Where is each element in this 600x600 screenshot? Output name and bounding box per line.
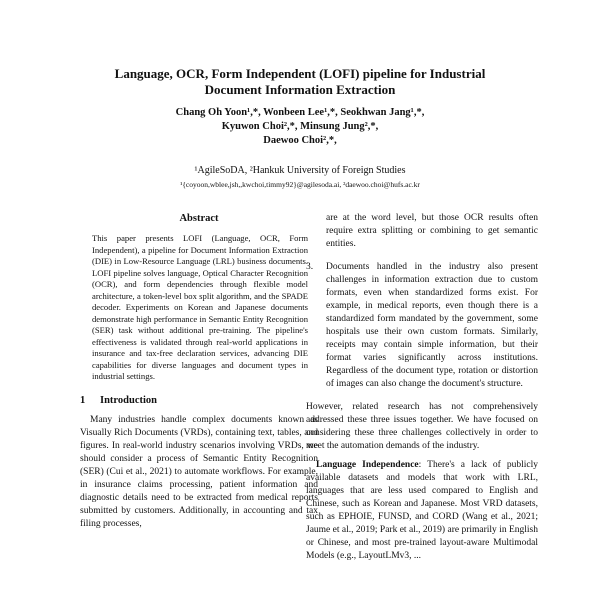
intro-section-title: Introduction: [100, 394, 157, 406]
authors-line-1: Chang Oh Yoon¹,*, Wonbeen Lee¹,*, Seokhwan Jang¹,*,: [175, 107, 425, 118]
right-column: [306, 212, 538, 563]
language-independence-paragraph: [306, 459, 538, 563]
list-item-2-continuation: are at the word level, but those OCR results often require extra splitting or combining to get semantic entities.: [326, 213, 538, 249]
author-emails: ¹{coyoon,wblee,jsh,,kwchoi,timmy92}@agilesoda.ai, ²daewoo.choi@hufs.ac.kr: [180, 180, 420, 189]
list-item-3-text: Documents handled in the industry also present challenges in information extraction due to custom formats, even when standardized forms exist. For example, in medical reports, even though there is a standardized form mandated by the government, some hospitals use their own custom formats. Similarly, receipts may contain simple information, but their format varies significantly across institutions. Regardless of the document type, rotation or distortion of images can also change the document's structure.: [326, 262, 538, 389]
abstract-heading: Abstract: [179, 213, 219, 224]
list-item-3: [306, 261, 538, 391]
intro-paragraph-1: Many industries handle complex documents known as Visually Rich Documents (VRDs), containing text, tables, and figures. In real-world industry scenarios involving VRDs, we should consider a process of Semantic Entity Recognition (SER) (Cui et al., 2021) to automate workflows. For example, in insurance claims processing, patient information and diagnostic details need to be extracted from medical reports submitted by customers. Additionally, in accounting and tax filing processes,: [80, 414, 318, 529]
language-independence-lead: Language Independence: [316, 460, 419, 470]
title-line-2: Document Information Extraction: [204, 82, 396, 97]
authors-line-3: Daewoo Choi²,*,: [263, 135, 337, 146]
paper-title: [40, 66, 560, 98]
abstract-body: This paper presents LOFI (Language, OCR, Form Independent), a pipeline for Document Information Extraction (DIE) in Low-Resource Language (LRL) business documents. LOFI pipeline solves language, Optical Character Recognition (OCR), and form dependencies through flexible model architecture, a token-level box split algorithm, and the SPADE decoder. Experiments on Korean and Japanese documents demonstrate high performance in Semantic Entity Recognition (SER) task without additional pre-training. The pipeline's effectiveness is validated through real-world applications in insurance and tax-free declaration services, advancing DIE capabilities for diverse languages and document types in industrial settings.: [92, 233, 308, 381]
title-line-1: Language, OCR, Form Independent (LOFI) pipeline for Industrial: [114, 66, 486, 81]
authors-line-2: Kyuwon Choi²,*, Minsung Jung²,*,: [221, 121, 379, 132]
list-item-3-number: 3.: [306, 262, 314, 272]
affiliations: ¹AgileSoDA, ²Hankuk University of Foreign Studies: [194, 165, 406, 176]
summary-paragraph: However, related research has not comprehensively addressed these three issues together. We have focused on considering these three challenges collectively in order to meet the automation demands of the industry.: [306, 402, 538, 451]
left-column: [80, 212, 318, 531]
intro-section-number: 1: [80, 394, 86, 406]
language-independence-text: : There's a lack of publicly available datasets and models that work with LRL, languages that are less used compared to English and Chinese, such as Korean and Japanese. Most VRD datasets, such as EPHOIE, FUNSD, and CORD (Wang et al., 2021; Jaume et al., 2019; Park et al., 2019) are primarily in English or Chinese, and most pre-trained layout-aware Multimodal Models (e.g., LayoutLMv3, ...: [306, 460, 538, 561]
author-list: [60, 106, 540, 148]
intro-heading: [80, 394, 318, 407]
